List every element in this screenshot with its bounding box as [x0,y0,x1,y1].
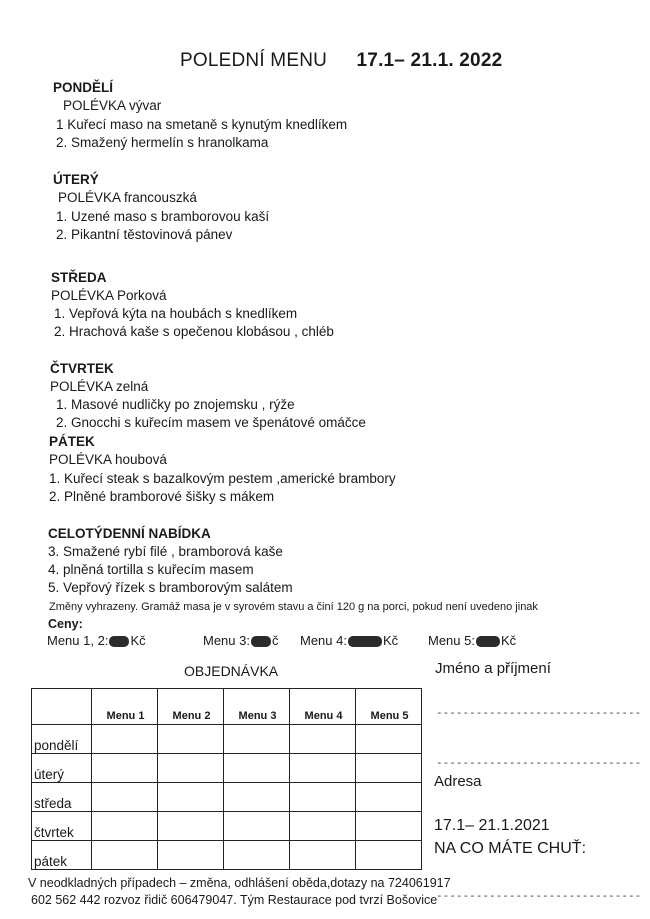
order-cell[interactable] [224,841,290,870]
price-menu-5-label: Menu 5: [428,633,475,648]
order-cell[interactable] [224,725,290,754]
order-cell[interactable] [92,725,158,754]
order-cell[interactable] [356,783,422,812]
soup-monday: POLÉVKA vývar [63,98,162,113]
table-row [32,812,422,841]
table-row [32,725,422,754]
date-range: 17.1– 21.1. 2022 [356,50,503,71]
order-column-menu-5: Menu 5 [356,689,422,725]
order-cell[interactable] [290,725,356,754]
redaction-mark [109,636,129,647]
redaction-mark [476,636,500,647]
order-cell[interactable] [290,783,356,812]
order-cell[interactable] [356,725,422,754]
price-menu-1-2-currency: Kč [130,633,146,648]
price-menu-4 [300,633,398,648]
price-menu-4-currency: Kč [382,633,399,648]
redaction-mark [251,636,271,647]
order-cell[interactable] [290,812,356,841]
name-label: Jméno a příjmení [435,660,551,677]
dish-thursday-1: 1. Masové nudličky po znojemsku , rýže [56,397,295,412]
order-column-menu-3: Menu 3 [224,689,290,725]
price-menu-1-2 [47,633,146,648]
soup-friday: POLÉVKA houbová [49,452,167,467]
order-cell[interactable] [158,725,224,754]
order-row-label: středa [32,783,92,812]
order-cell[interactable] [158,754,224,783]
day-heading-tuesday: ÚTERÝ [53,172,99,187]
order-cell[interactable] [92,812,158,841]
day-heading-thursday: ČTVRTEK [50,361,114,376]
order-header-row [32,689,422,725]
order-row-label: pondělí [32,725,92,754]
day-heading-friday: PÁTEK [49,434,95,449]
order-cell[interactable] [356,841,422,870]
footer-contact-line-2: 602 562 442 rozvoz řidič 606479047. Tým Restaurace pod tvrzí Bošovice [31,893,438,907]
dish-all-week-3: 3. Smažené rybí filé , bramborová kaše [48,544,283,559]
price-menu-5 [428,633,516,648]
order-cell[interactable] [356,812,422,841]
price-menu-4-label: Menu 4: [300,633,347,648]
order-row-label: čtvrtek [32,812,92,841]
day-heading-monday: PONDĚLÍ [53,80,114,95]
soup-tuesday: POLÉVKA francouszká [58,190,197,205]
price-menu-3-currency: č [271,633,279,648]
order-row-label: úterý [32,754,92,783]
dish-all-week-5: 5. Vepřový řízek s bramborovým salátem [48,580,293,595]
right-date-range: 17.1– 21.1.2021 [434,817,550,834]
order-table [31,688,422,870]
order-cell[interactable] [92,841,158,870]
soup-wednesday: POLÉVKA Porková [51,288,167,303]
prices-label: Ceny: [48,617,83,631]
order-cell[interactable] [290,754,356,783]
day-heading-all-week: CELOTÝDENNÍ NABÍDKA [48,526,211,541]
address-label: Adresa [434,773,482,790]
order-column-menu-4: Menu 4 [290,689,356,725]
order-title: OBJEDNÁVKA [184,663,279,679]
dish-tuesday-2: 2. Pikantní těstovinová pánev [56,227,233,242]
price-menu-3 [203,633,278,648]
dish-wednesday-1: 1. Vepřová kýta na houbách s knedlíkem [54,306,298,321]
dish-monday-1: 1 Kuřecí maso na smetaně s kynutým knedlíkem [56,117,348,132]
slogan: NA CO MÁTE CHUŤ: [434,840,587,857]
menu-title [180,50,502,72]
price-menu-1-2-label: Menu 1, 2: [47,633,109,648]
order-cell[interactable] [158,812,224,841]
order-cell[interactable] [224,754,290,783]
price-menu-5-currency: Kč [500,633,517,648]
order-cell[interactable] [290,841,356,870]
signature-field-line[interactable]: ------------------------------- [436,889,642,902]
dish-wednesday-2: 2. Hrachová kaše s opečenou klobásou , chléb [54,324,334,339]
order-cell[interactable] [224,783,290,812]
dish-tuesday-1: 1. Uzené maso s bramborovou kaší [56,209,270,224]
order-column-menu-1: Menu 1 [92,689,158,725]
dish-friday-1: 1. Kuřecí steak s bazalkovým pestem ,americké brambory [49,471,396,486]
soup-thursday: POLÉVKA zelná [50,379,149,394]
redaction-mark [348,636,382,647]
order-cell[interactable] [356,754,422,783]
dish-all-week-4: 4. plněná tortilla s kuřecím masem [48,562,254,577]
day-heading-wednesday: STŘEDA [51,270,107,285]
dish-monday-2: 2. Smažený hermelín s hranolkama [56,135,269,150]
price-menu-3-label: Menu 3: [203,633,250,648]
table-row [32,783,422,812]
order-cell[interactable] [224,812,290,841]
name-field-line-2[interactable]: ------------------------------- [436,756,642,769]
page-title: POLEDNÍ MENU [180,50,328,71]
order-cell[interactable] [92,754,158,783]
dish-friday-2: 2. Plněné bramborové šišky s mákem [49,489,275,504]
order-cell[interactable] [92,783,158,812]
order-cell[interactable] [158,841,224,870]
table-row [32,754,422,783]
name-field-line[interactable]: ------------------------------- [436,706,642,719]
table-row [32,841,422,870]
order-row-label: pátek [32,841,92,870]
footer-contact-line-1: V neodkladných případech – změna, odhlášení oběda,dotazy na 724061917 [28,876,451,890]
order-corner-cell [32,689,92,725]
disclaimer-note: Změny vyhrazeny. Gramáž masa je v syrovém stavu a činí 120 g na porci, pokud není uvedeno jinak [49,601,538,613]
dish-thursday-2: 2. Gnocchi s kuřecím masem ve špenátové omáčce [56,415,366,430]
order-column-menu-2: Menu 2 [158,689,224,725]
order-cell[interactable] [158,783,224,812]
